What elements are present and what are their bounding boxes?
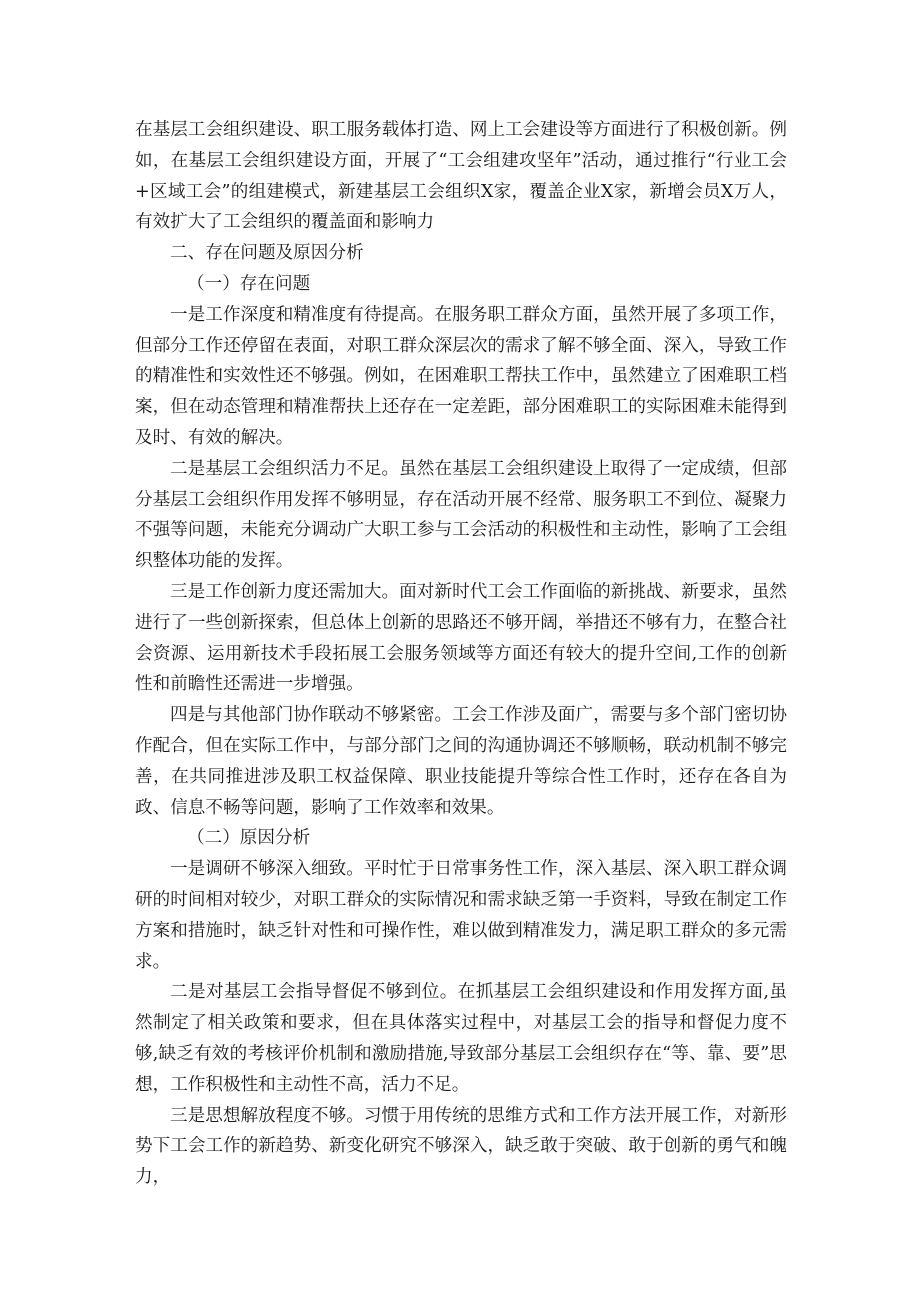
paragraph-problem-4: 四是与其他部门协作联动不够紧密。工会工作涉及面广，需要与多个部门密切协作配合，但在实际工作中，与部分部门之间的沟通协调还不够顺畅，联动机制不够完善，在共同推进涉及职工权益保障、职业技能提升等综合性工作时，还存在各自为政、信息不畅等问题，影响了工作效率和效果。 xyxy=(135,705,787,818)
paragraph-problem-2: 二是基层工会组织活力不足。虽然在基层工会组织建设上取得了一定成绩，但部分基层工会组织作用发挥不够明显，存在活动开展不经常、服务职工不到位、凝聚力不强等问题，未能充分调动广大职工参与工会活动的积极性和主动性，影响了工会组织整体功能的发挥。 xyxy=(135,458,787,572)
paragraph-problem-1: 一是工作深度和精准度有待提高。在服务职工群众方面，虽然开展了多项工作，但部分工作还停留在表面，对职工群众深层次的需求了解不够全面、深入，导致工作的精准性和实效性还不够强。例如，在困难职工帮扶工作中，虽然建立了困难职工档案，但在动态管理和精准帮扶上还存在一定差距，部分困难职工的实际困难未能得到及时、有效的解决。 xyxy=(135,304,787,448)
paragraph-continuation: 在基层工会组织建设、职工服务载体打造、网上工会建设等方面进行了积极创新。例如，在基层工会组织建设方面，开展了“工会组建攻坚年”活动，通过推行“行业工会+区域工会”的组建模式，新建基层工会组织X家，覆盖企业X家，新增会员X万人，有效扩大了工会组织的覆盖面和影响力 xyxy=(135,120,787,233)
paragraph-cause-1: 一是调研不够深入细致。平时忙于日常事务性工作，深入基层、深入职工群众调研的时间相对较少，对职工群众的实际情况和需求缺乏第一手资料，导致在制定工作方案和措施时，缺乏针对性和可操作性，难以做到精准发力，满足职工群众的多元需求。 xyxy=(135,859,787,972)
subsection-heading-cause-analysis: （二）原因分析 xyxy=(187,828,311,849)
section-heading-problems-analysis: 二、存在问题及原因分析 xyxy=(170,243,364,264)
paragraph-problem-3: 三是工作创新力度还需加大。面对新时代工会工作面临的新挑战、新要求，虽然进行了一些创新探索，但总体上创新的思路还不够开阔，举措还不够有力，在整合社会资源、运用新技术手段拓展工会服务领域等方面还有较大的提升空间,工作的创新性和前瞻性还需进一步增强。 xyxy=(135,581,787,695)
paragraph-cause-2: 二是对基层工会指导督促不够到位。在抓基层工会组织建设和作用发挥方面,虽然制定了相关政策和要求，但在具体落实过程中，对基层工会的指导和督促力度不够,缺乏有效的考核评价机制和激励措施,导致部分基层工会组织存在“等、靠、要”思想，工作积极性和主动性不高，活力不足。 xyxy=(135,982,787,1095)
subsection-heading-existing-problems: （一）存在问题 xyxy=(187,273,311,294)
document-body xyxy=(135,115,787,1193)
paragraph-cause-3: 三是思想解放程度不够。习惯于用传统的思维方式和工作方法开展工作，对新形势下工会工作的新趋势、新变化研究不够深入，缺乏敢于突破、敢于创新的勇气和魄力， xyxy=(135,1105,787,1188)
